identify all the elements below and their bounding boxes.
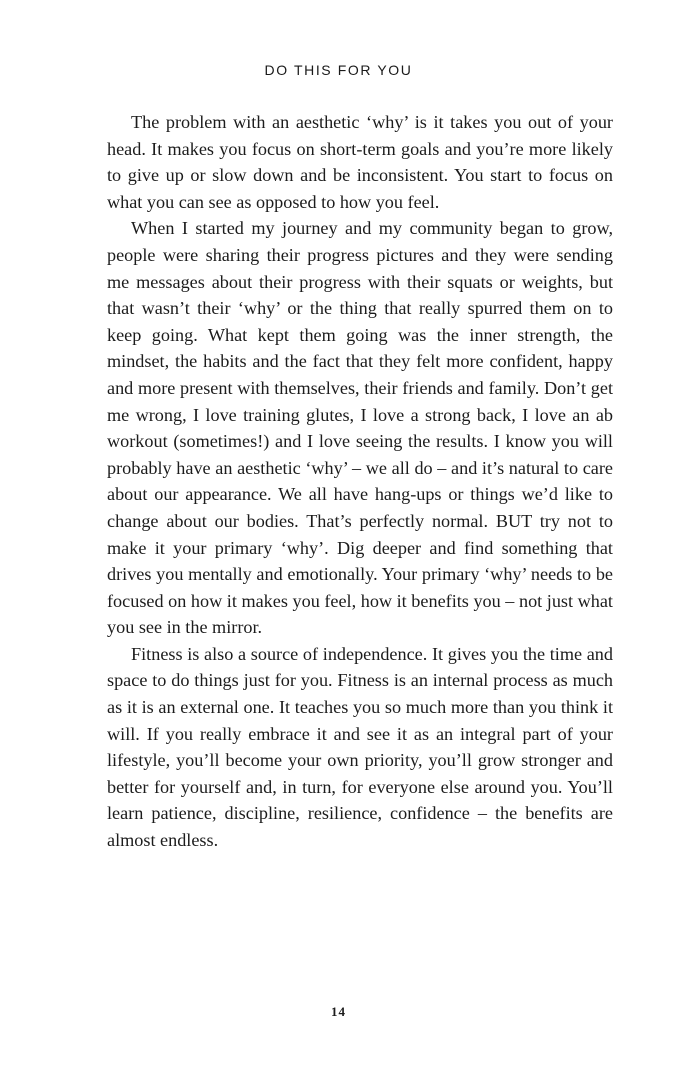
paragraph: When I started my journey and my community began to grow, people were sharing their progress pictures and they were sending me messages about their progress with their squats or weights, but that wasn’t their ‘why’ or the thing that really spurred them on to keep going. What kept them going was the inner strength, the mindset, the habits and the fact that they felt more confident, happy and more present with themselves, their friends and family. Don’t get me wrong, I love training glutes, I love a strong back, I love an ab workout (sometimes!) and I love seeing the results. I know you will probably have an aesthetic ‘why’ – we all do – and it’s natural to care about our appearance. We all have hang-ups or things we’d like to change about our bodies. That’s perfectly normal. BUT try not to make it your primary ‘why’. Dig deeper and find something that drives you mentally and emotionally. Your primary ‘why’ needs to be focused on how it makes you feel, how it benefits you – not just what you see in the mirror.	[107, 218, 613, 638]
paragraph: Fitness is also a source of independence. It gives you the time and space to do things just for you. Fitness is an internal process as much as it is an external one. It teaches you so much more than you think it will. If you really embrace it and see it as an integral part of your lifestyle, you’ll become your own priority, you’ll grow stronger and better for yourself and, in turn, for everyone else around you. You’ll learn patience, discipline, resilience, confidence – the benefits are almost endless.	[107, 643, 613, 851]
page-number: 14	[331, 1004, 346, 1019]
running-head: DO THIS FOR YOU	[264, 62, 413, 78]
body-text	[107, 109, 613, 854]
paragraph: The problem with an aesthetic ‘why’ is it takes you out of your head. It makes you focus on short-term goals and you’re more likely to give up or slow down and be inconsistent. You start to focus on what you can see as opposed to how you feel.	[107, 112, 613, 212]
